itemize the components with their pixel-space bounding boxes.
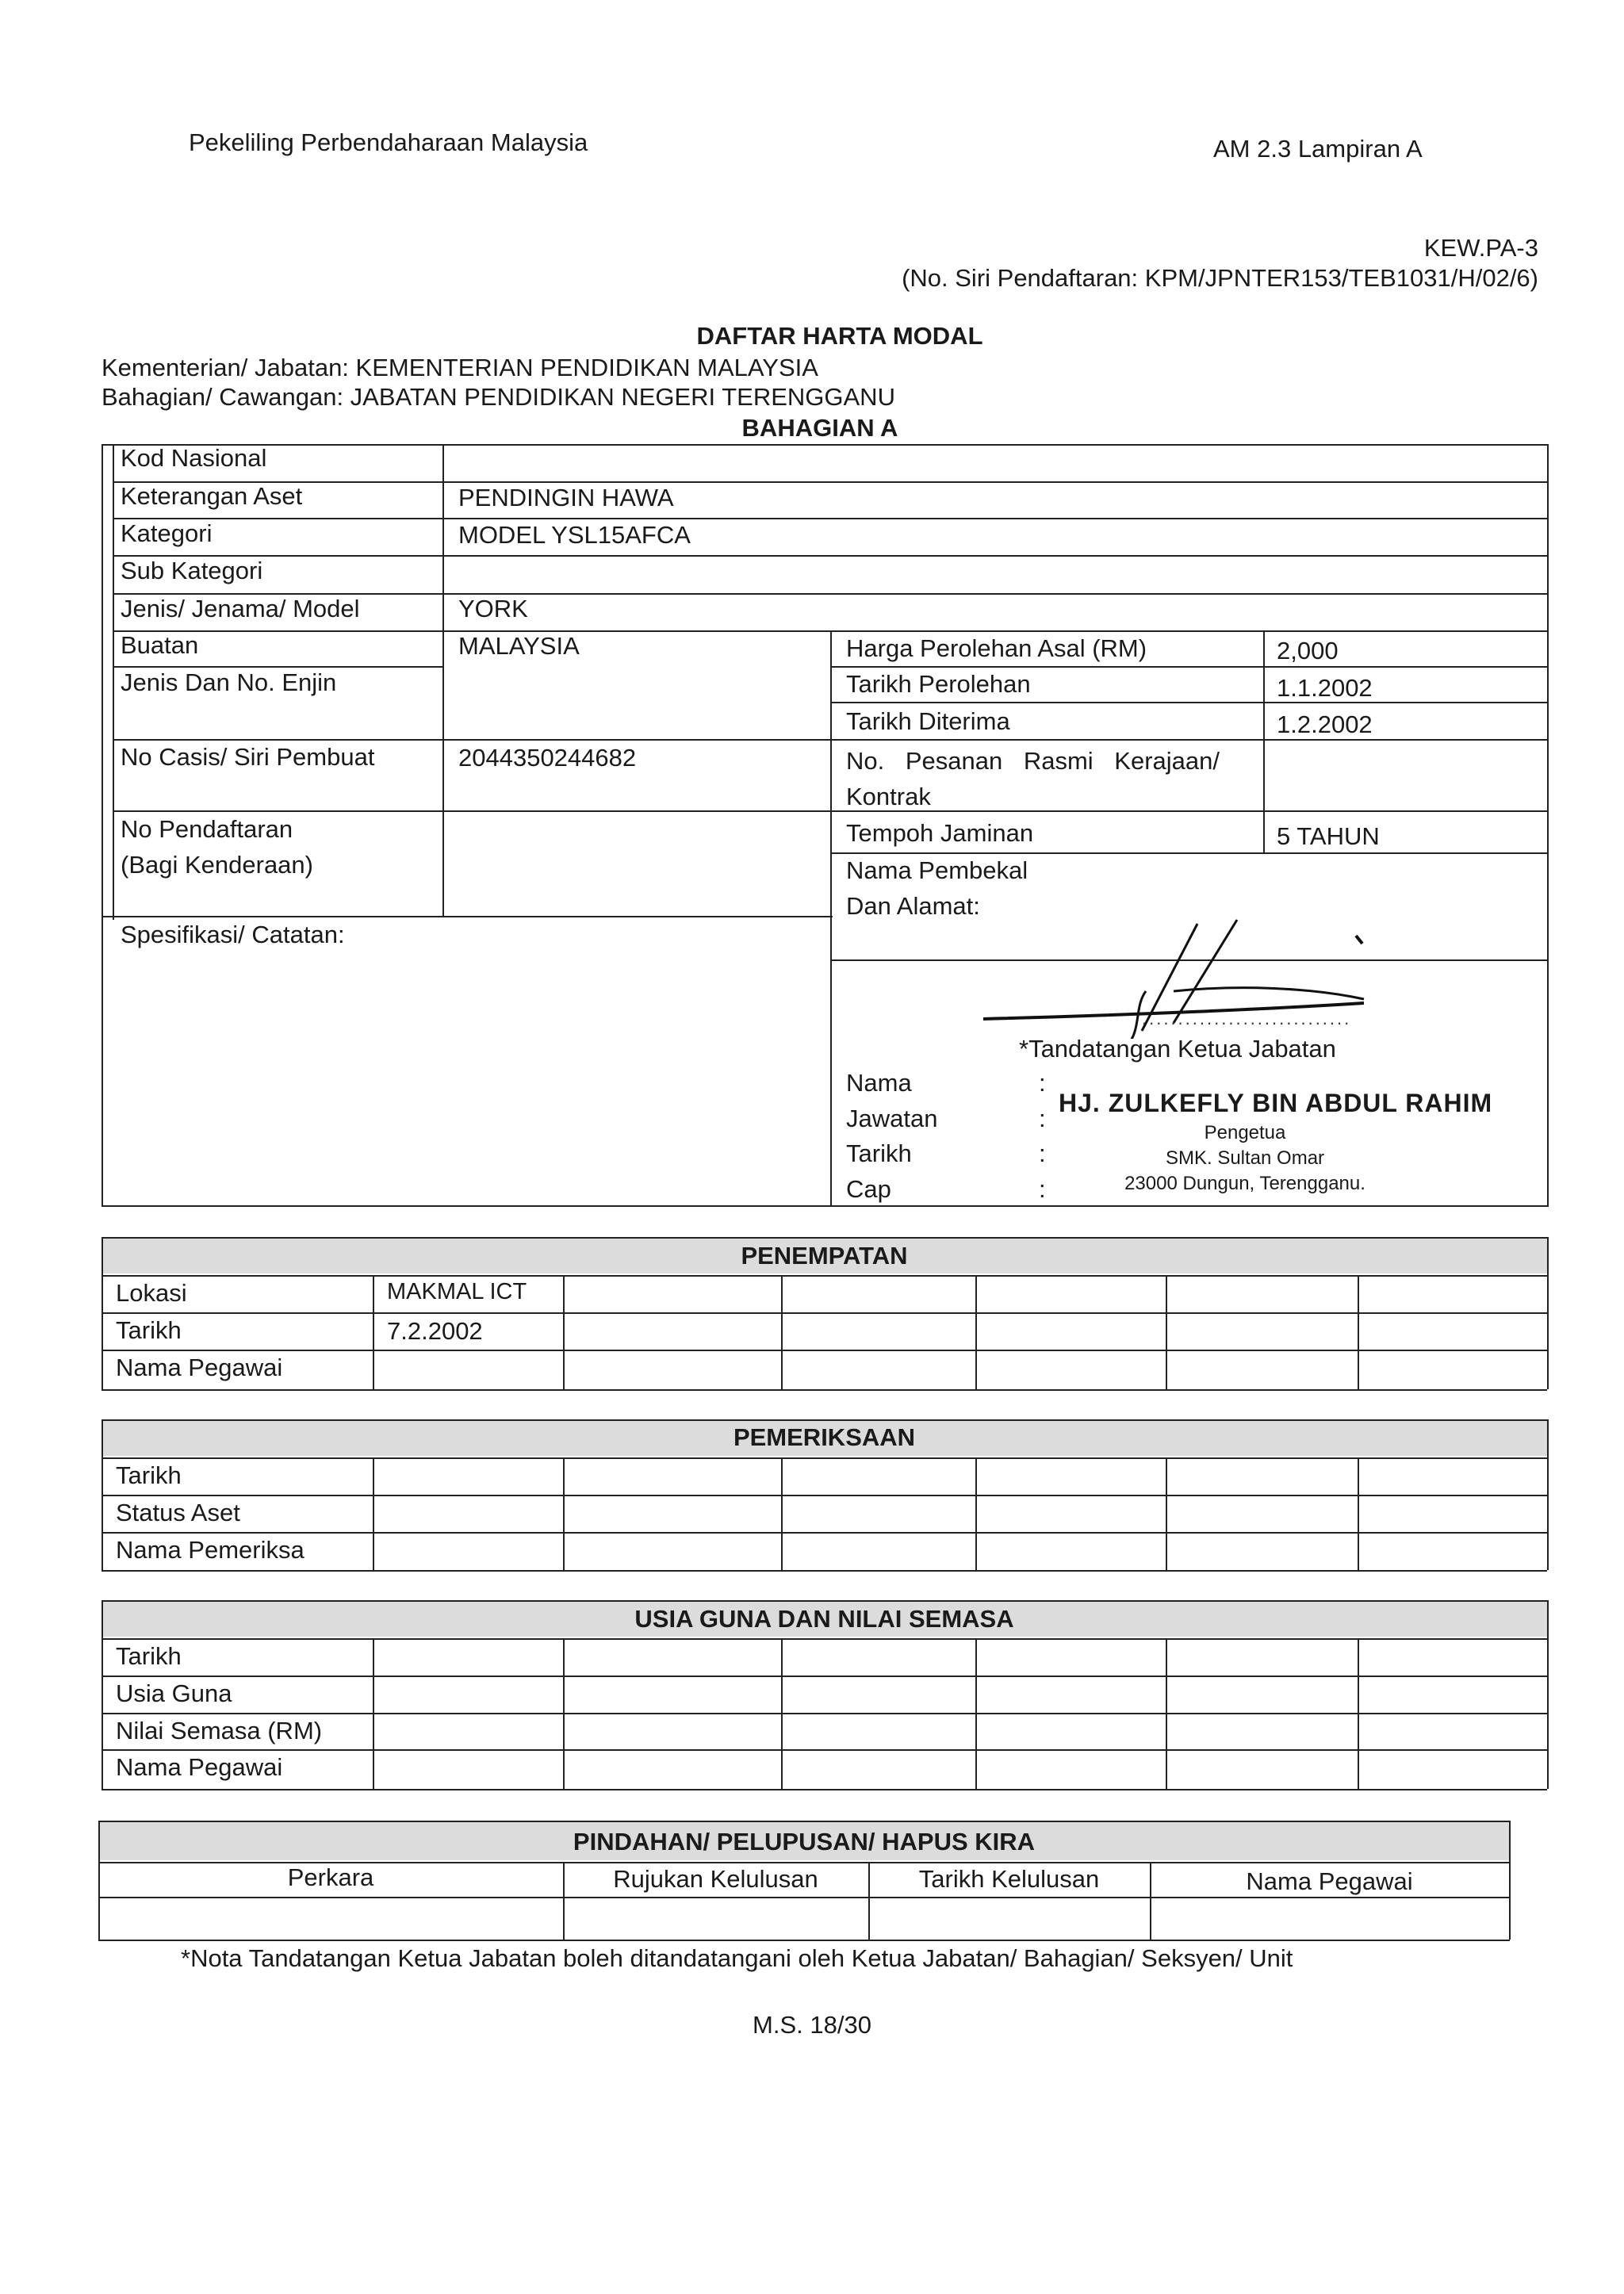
tarikh-diterima-label: Tarikh Diterima bbox=[846, 707, 1010, 735]
kategori-value: MODEL YSL15AFCA bbox=[458, 521, 691, 549]
no-casis-label: No Casis/ Siri Pembuat bbox=[121, 743, 375, 771]
penempatan-row-value: MAKMAL ICT bbox=[387, 1279, 527, 1304]
harga-value: 2,000 bbox=[1277, 637, 1339, 664]
pemeriksaan-row-label: Nama Pemeriksa bbox=[116, 1536, 304, 1564]
pemeriksaan-row-label: Tarikh bbox=[116, 1461, 182, 1489]
pindahan-col-tarikh: Tarikh Kelulusan bbox=[918, 1865, 1100, 1893]
jawatan-colon: : bbox=[1039, 1105, 1046, 1132]
nama-label: Nama bbox=[846, 1069, 912, 1097]
kategori-label: Kategori bbox=[121, 519, 213, 547]
penempatan-title: PENEMPATAN bbox=[741, 1242, 908, 1270]
usia-row-label: Nilai Semasa (RM) bbox=[116, 1717, 323, 1744]
header-right: AM 2.3 Lampiran A bbox=[1213, 135, 1423, 163]
tempoh-jaminan-label: Tempoh Jaminan bbox=[846, 819, 1034, 847]
footnote: *Nota Tandatangan Ketua Jabatan boleh ditandatangani oleh Ketua Jabatan/ Bahagian/ Seksyen/ Unit bbox=[181, 1944, 1293, 1972]
penempatan-row-label: Tarikh bbox=[116, 1316, 182, 1344]
stamp-school: SMK. Sultan Omar bbox=[1165, 1147, 1325, 1169]
tempoh-jaminan-value: 5 TAHUN bbox=[1277, 822, 1380, 850]
kod-nasional-label: Kod Nasional bbox=[121, 444, 267, 472]
penempatan-row-label: Nama Pegawai bbox=[116, 1354, 283, 1381]
usia-row-label: Nama Pegawai bbox=[116, 1753, 283, 1781]
nama-colon: : bbox=[1039, 1069, 1046, 1097]
no-pesanan-label: No. Pesanan Rasmi Kerajaan/ bbox=[846, 747, 1220, 775]
usia-row-label: Usia Guna bbox=[116, 1679, 232, 1707]
pindahan-col-nama: Nama Pegawai bbox=[1246, 1867, 1413, 1895]
bahagian-a-title: BAHAGIAN A bbox=[741, 414, 898, 442]
signature-line: ............................. bbox=[1142, 1009, 1352, 1028]
header-left: Pekeliling Perbendaharaan Malaysia bbox=[189, 128, 588, 156]
jenis-value: YORK bbox=[458, 595, 528, 622]
no-pendaftaran-label: No Pendaftaran bbox=[121, 815, 293, 843]
pemeriksaan-title: PEMERIKSAAN bbox=[733, 1423, 916, 1451]
cap-colon: : bbox=[1039, 1175, 1046, 1203]
tarikh-perolehan-label: Tarikh Perolehan bbox=[846, 670, 1031, 698]
form-code: KEW.PA-3 bbox=[1423, 234, 1538, 262]
document-title: DAFTAR HARTA MODAL bbox=[696, 322, 983, 350]
jawatan-label: Jawatan bbox=[846, 1105, 938, 1132]
pindahan-title: PINDAHAN/ PELUPUSAN/ HAPUS KIRA bbox=[573, 1828, 1036, 1855]
tarikh-label: Tarikh bbox=[846, 1139, 912, 1167]
spesifikasi-label: Spesifikasi/ Catatan: bbox=[121, 921, 345, 948]
stamp-position: Pengetua bbox=[1204, 1122, 1286, 1143]
no-casis-value: 2044350244682 bbox=[458, 744, 637, 772]
pemeriksaan-row-label: Status Aset bbox=[116, 1499, 240, 1526]
bahagian-line: Bahagian/ Cawangan: JABATAN PENDIDIKAN NEGERI TERENGGANU bbox=[102, 383, 895, 411]
penempatan-row-value: 7.2.2002 bbox=[387, 1317, 483, 1345]
pindahan-col-rujukan: Rujukan Kelulusan bbox=[613, 1865, 818, 1893]
tarikh-diterima-value: 1.2.2002 bbox=[1277, 710, 1373, 738]
jenis-label: Jenis/ Jenama/ Model bbox=[121, 595, 360, 622]
tarikh-perolehan-value: 1.1.2002 bbox=[1277, 674, 1373, 702]
buatan-value: MALAYSIA bbox=[458, 632, 580, 660]
usia-row-label: Tarikh bbox=[116, 1642, 182, 1670]
page-number: M.S. 18/30 bbox=[753, 2011, 871, 2039]
stamp-address: 23000 Dungun, Terengganu. bbox=[1124, 1173, 1365, 1194]
signatory-name-stamp: HJ. ZULKEFLY BIN ABDUL RAHIM bbox=[1059, 1089, 1493, 1117]
keterangan-aset-value: PENDINGIN HAWA bbox=[458, 484, 674, 511]
no-pendaftaran-label2: (Bagi Kenderaan) bbox=[121, 851, 313, 879]
keterangan-aset-label: Keterangan Aset bbox=[121, 482, 303, 510]
cap-label: Cap bbox=[846, 1175, 891, 1203]
no-pesanan-label2: Kontrak bbox=[846, 783, 931, 810]
usia-title: USIA GUNA DAN NILAI SEMASA bbox=[634, 1605, 1014, 1633]
pindahan-col-perkara: Perkara bbox=[287, 1863, 374, 1891]
pembekal-label2: Dan Alamat: bbox=[846, 892, 980, 920]
kementerian-line: Kementerian/ Jabatan: KEMENTERIAN PENDIDIKAN MALAYSIA bbox=[102, 354, 818, 381]
penempatan-row-label: Lokasi bbox=[116, 1279, 187, 1307]
harga-label: Harga Perolehan Asal (RM) bbox=[846, 634, 1147, 662]
jenis-enjin-label: Jenis Dan No. Enjin bbox=[121, 668, 337, 696]
buatan-label: Buatan bbox=[121, 631, 199, 659]
tarikh-colon: : bbox=[1039, 1139, 1046, 1167]
serial-number: (No. Siri Pendaftaran: KPM/JPNTER153/TEB1031/H/02/6) bbox=[902, 264, 1538, 292]
pembekal-label: Nama Pembekal bbox=[846, 856, 1028, 884]
signature-caption: *Tandatangan Ketua Jabatan bbox=[1019, 1035, 1336, 1063]
sub-kategori-label: Sub Kategori bbox=[121, 557, 263, 584]
